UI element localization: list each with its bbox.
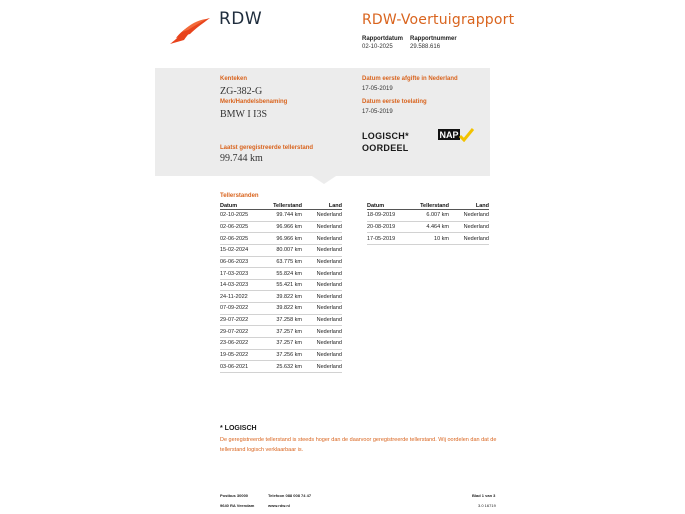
table-row (220, 221, 342, 233)
afgifte-value: 17-05-2019 (362, 86, 393, 92)
tellerstand-label: Laatst geregistreerde tellerstand (220, 145, 314, 151)
cell-land: Nederland (302, 291, 342, 303)
cell-date: 02-06-2025 (220, 221, 264, 233)
summary-panel (155, 68, 490, 176)
footnote-text: De geregistreerde tellerstand is steeds hoger dan de daarvoor geregistreerde tellerstand. Wij oordelen dan dat de tellerstand logisch verklaarbaar is. (220, 437, 497, 453)
cell-land: Nederland (302, 349, 342, 361)
footer-page: Blad 1 van 3 (472, 493, 496, 498)
footnote-title: * LOGISCH (220, 425, 257, 432)
cell-land: Nederland (449, 221, 489, 233)
table-row (367, 221, 489, 233)
rapportdatum-label: Rapportdatum (362, 36, 403, 42)
footer-address: 9640 RA Veendam (220, 503, 255, 508)
cell-land: Nederland (302, 210, 342, 222)
table-row (220, 361, 342, 373)
col-header-km: Tellerstand (411, 202, 449, 210)
kenteken-value: ZG-382-G (220, 86, 263, 97)
table-row (220, 314, 342, 326)
report-title: RDW-Voertuigrapport (362, 12, 515, 28)
toelating-label: Datum eerste toelating (362, 99, 427, 105)
table-row (220, 349, 342, 361)
table-row (220, 233, 342, 245)
tellerstand-value: 99.744 km (220, 153, 263, 164)
nap-logo-text: NAP (439, 130, 459, 140)
merk-value: BMW I I3S (220, 109, 268, 120)
rapportnummer-label: Rapportnummer (410, 36, 457, 42)
cell-date: 17-05-2019 (367, 233, 411, 245)
cell-land: Nederland (302, 303, 342, 315)
cell-km: 39.822 km (264, 291, 302, 303)
cell-land: Nederland (302, 256, 342, 268)
cell-km: 25.632 km (264, 361, 302, 373)
cell-date: 23-06-2022 (220, 338, 264, 350)
toelating-value: 17-05-2019 (362, 109, 393, 115)
cell-date: 18-09-2019 (367, 210, 411, 222)
oordeel-line1: LOGISCH* (362, 131, 409, 141)
table-row (367, 233, 489, 245)
table-row (220, 256, 342, 268)
footer-web: www.rdw.nl (268, 503, 290, 508)
cell-date: 20-08-2019 (367, 221, 411, 233)
cell-km: 37.257 km (264, 326, 302, 338)
cell-date: 29-07-2022 (220, 314, 264, 326)
rapportnummer-value: 29.588.616 (410, 44, 441, 50)
cell-km: 80.007 km (264, 244, 302, 256)
cell-date: 03-06-2021 (220, 361, 264, 373)
table-row (220, 244, 342, 256)
table-row (220, 268, 342, 280)
nap-logo-icon (438, 128, 474, 142)
footer-version: 3.0 16719 (478, 503, 496, 508)
cell-km: 55.421 km (264, 279, 302, 291)
cell-km: 39.822 km (264, 303, 302, 315)
table-row (220, 326, 342, 338)
cell-km: 55.824 km (264, 268, 302, 280)
panel-notch (312, 176, 336, 184)
cell-km: 37.257 km (264, 338, 302, 350)
cell-km: 6.007 km (411, 210, 449, 222)
afgifte-label: Datum eerste afgifte in Nederland (362, 76, 458, 82)
cell-land: Nederland (302, 221, 342, 233)
cell-date: 02-10-2025 (220, 210, 264, 222)
footer-phone: Telefoon 088 008 74 47 (268, 493, 312, 498)
rapportdatum-value: 02-10-2025 (362, 44, 393, 50)
oordeel-line2: OORDEEL (362, 143, 409, 153)
cell-date: 07-09-2022 (220, 303, 264, 315)
cell-date: 14-03-2023 (220, 279, 264, 291)
cell-land: Nederland (302, 338, 342, 350)
col-header-km: Tellerstand (264, 202, 302, 210)
table-row (220, 303, 342, 315)
table-row (220, 279, 342, 291)
cell-date: 24-11-2022 (220, 291, 264, 303)
cell-date: 06-06-2023 (220, 256, 264, 268)
cell-km: 96.966 km (264, 221, 302, 233)
footer-postbus: Postbus 30000 (220, 493, 249, 498)
table-row (220, 291, 342, 303)
col-header-land: Land (449, 202, 489, 210)
cell-land: Nederland (302, 279, 342, 291)
cell-km: 37.256 km (264, 349, 302, 361)
cell-land: Nederland (449, 210, 489, 222)
odometer-table-left (220, 202, 342, 373)
cell-km: 4.464 km (411, 221, 449, 233)
merk-label: Merk/Handelsbenaming (220, 99, 288, 105)
cell-date: 17-03-2023 (220, 268, 264, 280)
col-header-date: Datum (220, 202, 264, 210)
cell-km: 63.775 km (264, 256, 302, 268)
table-row (367, 210, 489, 222)
brand-name: RDW (219, 9, 263, 29)
odometer-table-right (367, 202, 489, 245)
col-header-land: Land (302, 202, 342, 210)
kenteken-label: Kenteken (220, 76, 248, 82)
cell-date: 19-05-2022 (220, 349, 264, 361)
cell-km: 96.966 km (264, 233, 302, 245)
table-row (220, 338, 342, 350)
rdw-logo-icon (168, 16, 212, 46)
cell-date: 15-02-2024 (220, 244, 264, 256)
cell-km: 99.744 km (264, 210, 302, 222)
cell-land: Nederland (302, 268, 342, 280)
cell-land: Nederland (302, 326, 342, 338)
col-header-date: Datum (367, 202, 411, 210)
tellerstanden-title: Tellerstanden (220, 193, 259, 199)
cell-land: Nederland (302, 233, 342, 245)
cell-km: 37.258 km (264, 314, 302, 326)
cell-date: 02-06-2025 (220, 233, 264, 245)
cell-km: 10 km (411, 233, 449, 245)
cell-land: Nederland (302, 244, 342, 256)
cell-land: Nederland (449, 233, 489, 245)
cell-land: Nederland (302, 314, 342, 326)
cell-date: 29-07-2022 (220, 326, 264, 338)
table-row (220, 210, 342, 222)
cell-land: Nederland (302, 361, 342, 373)
